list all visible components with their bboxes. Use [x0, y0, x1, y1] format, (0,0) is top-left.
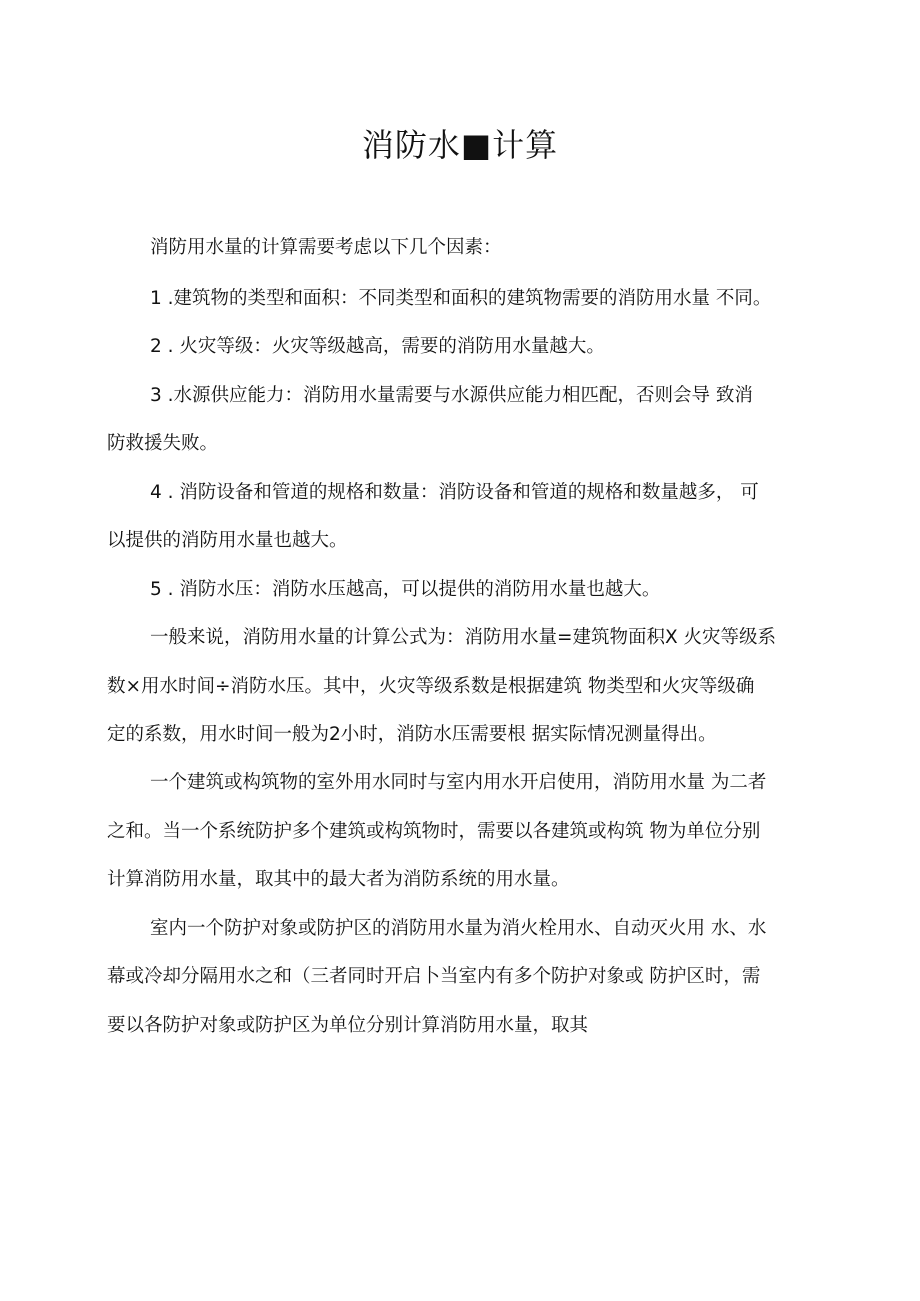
paragraph-line: 计算消防用水量，取其中的最大者为消防系统的用水量。	[107, 869, 570, 890]
paragraph-line: 定的系数，用水时间一般为2小时，消防水压需要根 据实际情况测量得出。	[107, 724, 717, 745]
paragraph-line: 5 . 消防水压：消防水压越高，可以提供的消防用水量也越大。	[150, 579, 661, 600]
paragraph-line: 幕或冷却分隔用水之和（三者同时开启卜当室内有多个防护对象或 防护区时，需	[107, 966, 761, 987]
paragraph-line: 3 .水源供应能力：消防用水量需要与水源供应能力相匹配，否则会导 致消	[150, 385, 753, 406]
paragraph-line: 1 .建筑物的类型和面积：不同类型和面积的建筑物需要的消防用水量 不同。	[150, 288, 772, 309]
paragraph-line: 室内一个防护对象或防护区的消防用水量为消火栓用水、自动灭火用 水、水	[150, 918, 767, 939]
paragraph-line: 一般来说，消防用水量的计算公式为：消防用水量=建筑物面积X 火灾等级系	[150, 627, 777, 648]
paragraph-line: 之和。当一个系统防护多个建筑或构筑物时，需要以各建筑或构筑 物为单位分别	[107, 821, 761, 842]
paragraph-line: 数×用水时间÷消防水压。其中，火灾等级系数是根据建筑 物类型和火灾等级确	[107, 676, 755, 697]
document-title: 消防水■计算	[361, 126, 559, 164]
paragraph-line: 消防用水量的计算需要考虑以下几个因素：	[150, 237, 502, 258]
paragraph-line: 一个建筑或构筑物的室外用水同时与室内用水开启使用，消防用水量 为二者	[150, 772, 767, 793]
paragraph-line: 以提供的消防用水量也越大。	[107, 530, 348, 551]
paragraph-line: 防救援失败。	[107, 433, 219, 454]
paragraph-line: 4 . 消防设备和管道的规格和数量：消防设备和管道的规格和数量越多， 可	[150, 482, 759, 503]
paragraph-line: 要以各防护对象或防护区为单位分别计算消防用水量，取其	[107, 1015, 589, 1036]
paragraph-line: 2 . 火灾等级：火灾等级越高，需要的消防用水量越大。	[150, 336, 605, 357]
